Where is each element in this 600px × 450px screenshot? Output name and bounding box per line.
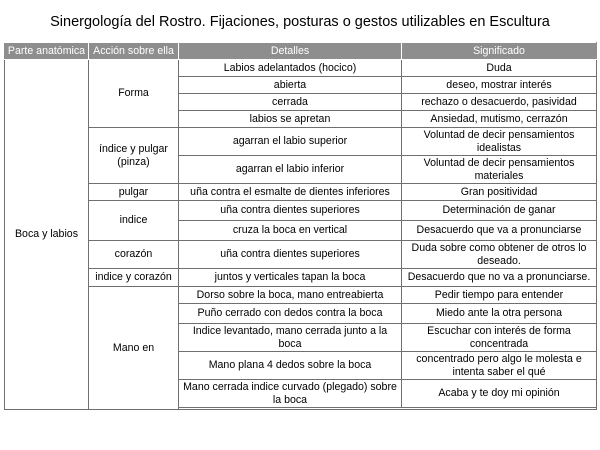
action-cell: índice y pulgar (pinza) (89, 128, 179, 184)
detail-cell: agarran el labio superior (179, 128, 402, 156)
column-header-part: Parte anatómica (5, 43, 89, 60)
detail-cell: uña contra el esmalte de dientes inferiores (179, 184, 402, 201)
meaning-cell: Miedo ante la otra persona (402, 304, 597, 324)
action-cell: corazón (89, 241, 179, 269)
action-cell: indice (89, 201, 179, 241)
meaning-cell: Acaba y te doy mi opinión (402, 380, 597, 408)
table-row (5, 287, 597, 304)
detail-cell: uña contra dientes superiores (179, 201, 402, 221)
column-header-details: Detalles (179, 43, 402, 60)
meaning-cell: Voluntad de decir pensamientos idealistas (402, 128, 597, 156)
detail-cell: labios se apretan (179, 111, 402, 128)
detail-cell: Mano plana 4 dedos sobre la boca (179, 352, 402, 380)
table-row (5, 60, 597, 77)
detail-cell: Mano cerrada indice curvado (plegado) sobre la boca (179, 380, 402, 408)
table-row (5, 269, 597, 287)
detail-cell: Dorso sobre la boca, mano entreabierta (179, 287, 402, 304)
table-row (5, 184, 597, 201)
column-header-meaning: Significado (402, 43, 597, 60)
meaning-cell: concentrado pero algo le molesta e intenta saber el qué (402, 352, 597, 380)
table-row (5, 201, 597, 221)
part-cell: Boca y labios (5, 60, 89, 410)
column-header-action: Acción sobre ella (89, 43, 179, 60)
meaning-cell: Desacuerdo que no va a pronunciarse. (402, 269, 597, 287)
meaning-cell: deseo, mostrar interés (402, 77, 597, 94)
action-cell: Forma (89, 60, 179, 128)
meaning-cell: Desacuerdo que va a pronunciarse (402, 221, 597, 241)
meaning-cell: Ansiedad, mutismo, cerrazón (402, 111, 597, 128)
detail-cell: agarran el labio inferior (179, 156, 402, 184)
synergology-table (4, 42, 597, 410)
meaning-cell: Escuchar con interés de forma concentrada (402, 324, 597, 352)
meaning-cell: rechazo o desacuerdo, pasividad (402, 94, 597, 111)
detail-cell: Indice levantado, mano cerrada junto a la boca (179, 324, 402, 352)
meaning-cell: Duda (402, 60, 597, 77)
meaning-cell: Voluntad de decir pensamientos materiales (402, 156, 597, 184)
table-row (5, 128, 597, 156)
action-cell: Mano en (89, 287, 179, 410)
detail-cell: cerrada (179, 94, 402, 111)
detail-cell: abierta (179, 77, 402, 94)
action-cell: pulgar (89, 184, 179, 201)
action-cell: indice y corazón (89, 269, 179, 287)
table-bottom-edge (179, 408, 597, 410)
detail-cell: Labios adelantados (hocico) (179, 60, 402, 77)
meaning-cell: Duda sobre como obtener de otros lo deseado. (402, 241, 597, 269)
detail-cell: Puño cerrado con dedos contra la boca (179, 304, 402, 324)
detail-cell: uña contra dientes superiores (179, 241, 402, 269)
meaning-cell: Pedir tiempo para entender (402, 287, 597, 304)
meaning-cell: Determinación de ganar (402, 201, 597, 221)
meaning-cell: Gran positividad (402, 184, 597, 201)
header-row (5, 43, 597, 60)
detail-cell: juntos y verticales tapan la boca (179, 269, 402, 287)
table-row (5, 241, 597, 269)
detail-cell: cruza la boca en vertical (179, 221, 402, 241)
document-title: Sinergología del Rostro. Fijaciones, posturas o gestos utilizables en Escultura (50, 14, 550, 30)
